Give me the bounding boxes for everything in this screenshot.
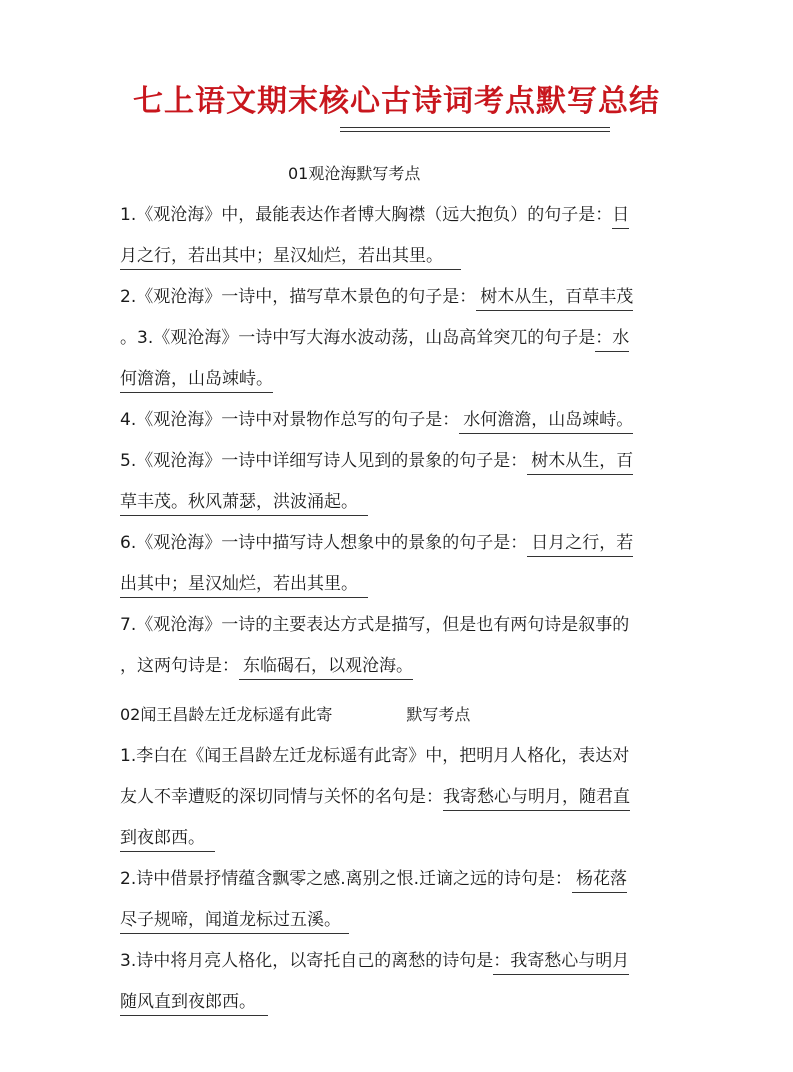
answer-text: 草丰茂。秋风萧瑟，洪波涌起。 <box>120 492 368 516</box>
question-m1-cont <box>120 785 630 809</box>
answer-text: 月之行，若出其中；星汉灿烂，若出其里。 <box>120 246 461 270</box>
question-3 <box>120 326 629 350</box>
answer-text: 树木从生，百 <box>527 451 633 475</box>
question-text: 友人不幸遭贬的深切同情与关怀的名句是： <box>120 787 443 807</box>
question-text: ，这两句诗是： <box>120 656 239 676</box>
question-7-cont <box>120 654 413 678</box>
section-heading-2 <box>120 703 470 727</box>
question-2 <box>120 285 633 309</box>
question-m1-cont2 <box>120 826 215 850</box>
answer-text: 随风直到夜郎西。 <box>120 992 268 1016</box>
answer-text: 尽子规啼，闻道龙标过五溪。 <box>120 910 349 934</box>
answer-text: ：水 <box>595 328 629 352</box>
title-underline <box>340 127 610 132</box>
question-7: 7.《观沧海》一诗的主要表达方式是描写，但是也有两句诗是叙事的 <box>120 615 630 635</box>
question-5-cont <box>120 490 368 514</box>
question-6 <box>120 531 633 555</box>
question-4 <box>120 408 633 432</box>
answer-text: ：我寄愁心与明月 <box>493 951 629 975</box>
question-1-cont <box>120 244 461 268</box>
question-6-cont <box>120 572 368 596</box>
answer-text: 何澹澹，山岛竦峙。 <box>120 369 273 393</box>
question-text: 4.《观沧海》一诗中对景物作总写的句子是： <box>120 410 460 430</box>
answer-text: 水何澹澹，山岛竦峙。 <box>459 410 633 434</box>
section-title: 02闻王昌龄左迁龙标遥有此寄 <box>120 705 333 724</box>
section-subtitle: 默写考点 <box>406 705 471 724</box>
question-text: 2.诗中借景抒情蕴含飘零之感.离别之恨.迁谪之远的诗句是： <box>120 869 573 889</box>
question-m1: 1.李白在《闻王昌龄左迁龙标遥有此寄》中，把明月人格化，表达对 <box>120 746 630 766</box>
answer-text: 日月之行，若 <box>527 533 633 557</box>
question-text: 5.《观沧海》一诗中详细写诗人见到的景象的句子是： <box>120 451 528 471</box>
answer-text: 到夜郎西。 <box>120 828 215 852</box>
answer-text: 杨花落 <box>572 869 627 893</box>
answer-text: 东临碣石，以观沧海。 <box>239 656 413 680</box>
question-text: 6.《观沧海》一诗中描写诗人想象中的景象的句子是： <box>120 533 528 553</box>
section-heading-1: 01观沧海默写考点 <box>288 164 421 183</box>
answer-text: 日 <box>612 205 629 229</box>
question-1 <box>120 203 629 227</box>
question-text: 2.《观沧海》一诗中，描写草木景色的句子是： <box>120 287 477 307</box>
question-text: 。3.《观沧海》一诗中写大海水波动荡，山岛高耸突兀的句子是 <box>120 328 596 348</box>
answer-text: 出其中；星汉灿烂，若出其里。 <box>120 574 368 598</box>
answer-text: 树木从生，百草丰茂 <box>476 287 633 311</box>
question-5 <box>120 449 633 473</box>
document-title: 七上语文期末核心古诗词考点默写总结 <box>133 84 660 119</box>
question-m3-cont <box>120 990 268 1014</box>
question-text: 3.诗中将月亮人格化，以寄托自己的离愁的诗句是 <box>120 951 494 971</box>
question-m2-cont <box>120 908 349 932</box>
question-m2 <box>120 867 627 891</box>
question-text: 1.《观沧海》中，最能表达作者博大胸襟（远大抱负）的句子是： <box>120 205 613 225</box>
answer-text: 我寄愁心与明月，随君直 <box>443 787 630 811</box>
question-m3 <box>120 949 629 973</box>
question-3-cont <box>120 367 273 391</box>
